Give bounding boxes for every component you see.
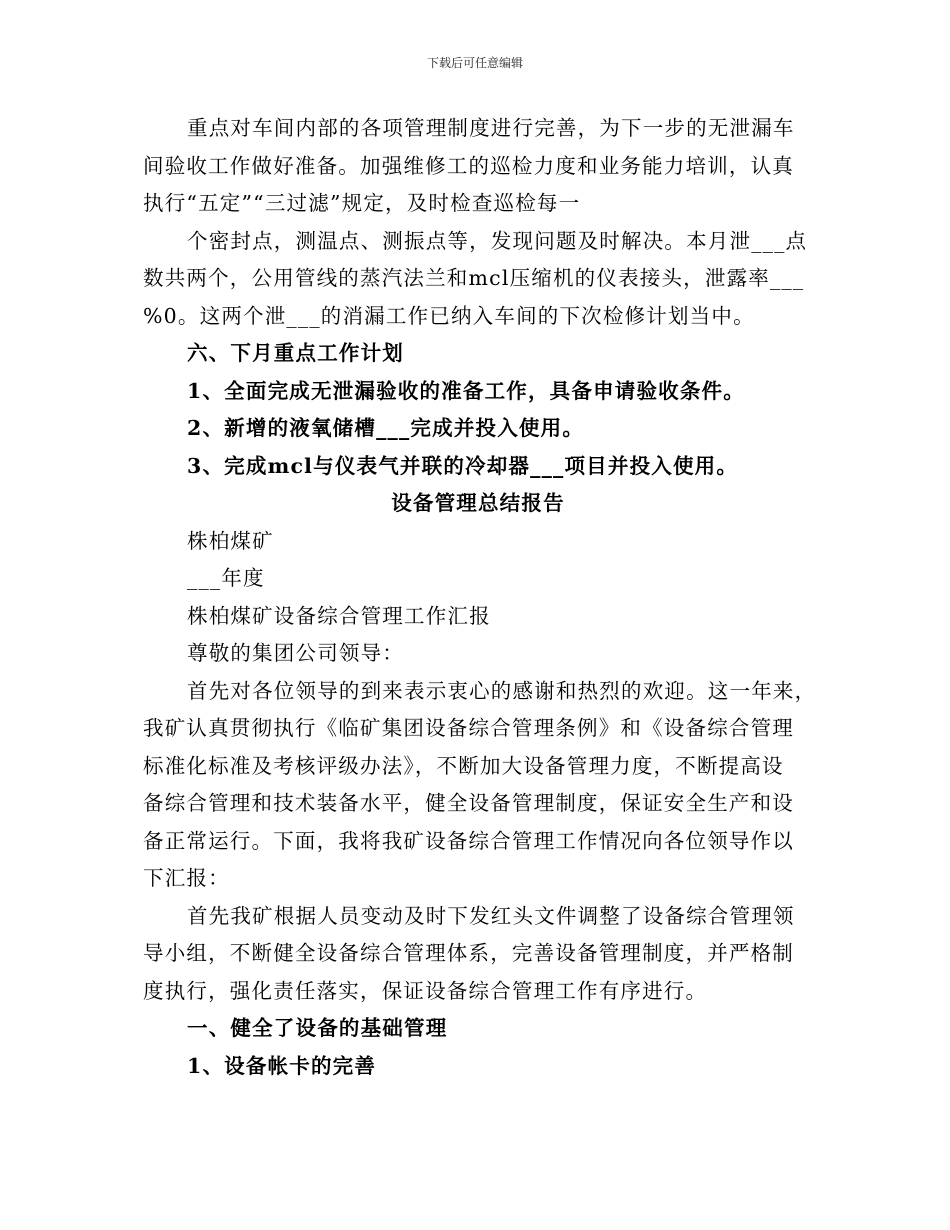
text-line: 标准化标准及考核评级办法》，不断加大设备管理力度，不断提高设: [143, 753, 784, 778]
text-line: 下汇报：: [143, 866, 230, 890]
plan-item: 1、全面完成无泄漏验收的准备工作，具备申请验收条件。: [187, 378, 745, 403]
text-line: %0。这两个泄___的消漏工作已纳入车间的下次检修计划当中。: [143, 303, 755, 328]
document-body: [143, 110, 817, 1085]
text-line: 我矿认真贯彻执行《临矿集团设备综合管理条例》和《设备综合管理: [143, 716, 794, 740]
text-line: 执行“五定”“三过滤”规定，及时检查巡检每一: [143, 191, 581, 215]
salutation: 尊敬的集团公司领导：: [187, 641, 404, 665]
text-line: 导小组，不断健全设备综合管理体系，完善设备管理制度，并严格制: [143, 941, 794, 965]
subsection-heading: 1、设备帐卡的完善: [187, 1053, 377, 1078]
text-line: 重点对车间内部的各项管理制度进行完善，为下一步的无泄漏车: [187, 116, 795, 140]
text-line: 株柏煤矿: [187, 528, 274, 553]
text-line: 度执行，强化责任落实，保证设备综合管理工作有序进行。: [143, 978, 708, 1003]
text-line: 首先我矿根据人员变动及时下发红头文件调整了设备综合管理领: [187, 903, 795, 928]
text-line: 备综合管理和技术装备水平，健全设备管理制度，保证安全生产和设: [143, 791, 794, 815]
text-line: ___年度: [187, 566, 265, 590]
text-line: 间验收工作做好准备。加强维修工的巡检力度和业务能力培训，认真: [143, 153, 794, 178]
page-header: 下载后可任意编辑: [426, 56, 523, 70]
plan-item: 2、新增的液氧储槽___完成并投入使用。: [187, 416, 585, 440]
text-line: 株柏煤矿设备综合管理工作汇报: [187, 603, 491, 628]
text-line: 个密封点，测温点、测振点等，发现问题及时解决。本月泄___点: [187, 228, 808, 253]
section-heading: 一、健全了设备的基础管理: [187, 1016, 448, 1040]
text-line: 首先对各位领导的到来表示衷心的感谢和热烈的欢迎。这一年来，: [187, 678, 817, 703]
document-title: 设备管理总结报告: [391, 491, 565, 515]
section-heading: 六、下月重点工作计划: [187, 341, 404, 365]
text-line: 数共两个，公用管线的蒸汽法兰和mcl压缩机的仪表接头，泄露率___: [143, 266, 805, 290]
plan-item: 3、完成mcl与仪表气并联的冷却器___项目并投入使用。: [187, 453, 739, 478]
text-line: 备正常运行。下面，我将我矿设备综合管理工作情况向各位领导作以: [143, 828, 794, 853]
